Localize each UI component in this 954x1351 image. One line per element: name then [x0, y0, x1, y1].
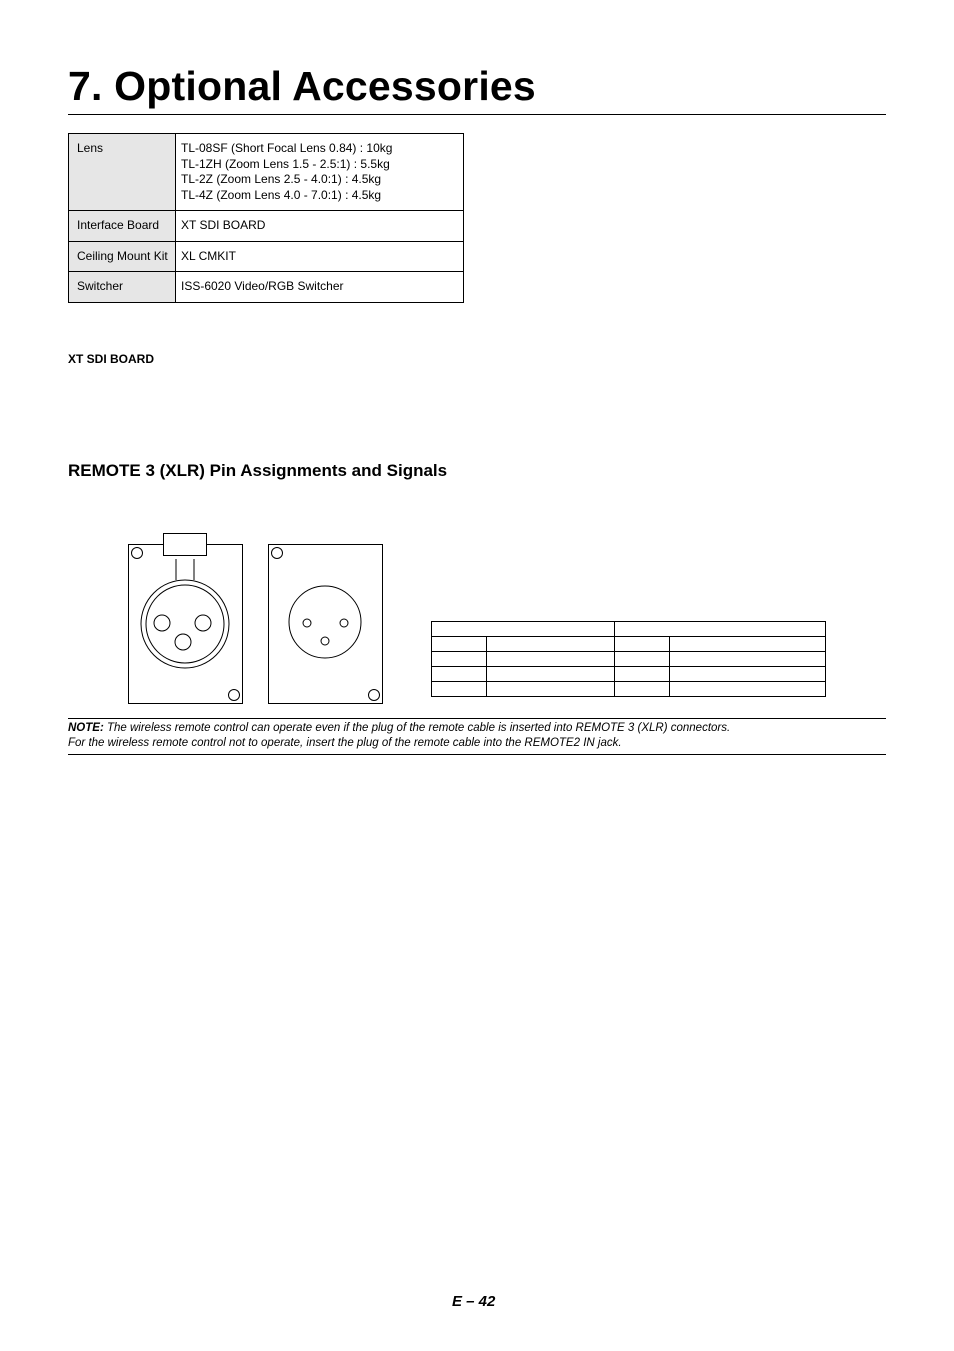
lens-item: TL-4Z (Zoom Lens 4.0 - 7.0:1) : 4.5kg — [181, 187, 382, 202]
lens-item: TL-1ZH (Zoom Lens 1.5 - 2.5:1) : 5.5kg — [181, 156, 390, 171]
page-number: E – 42 — [452, 1293, 496, 1310]
row-label-ceiling-mount-kit: Ceiling Mount Kit — [69, 241, 176, 272]
table-cell — [670, 637, 826, 652]
xt-sdi-heading: XT SDI BOARD — [68, 352, 155, 366]
table-row — [69, 241, 464, 272]
female-xlr-connector — [129, 534, 243, 704]
table-cell — [487, 652, 615, 667]
male-xlr-connector — [269, 545, 383, 704]
table-cell — [487, 667, 615, 682]
table-row — [432, 667, 826, 682]
lens-item: TL-2Z (Zoom Lens 2.5 - 4.0:1) : 4.5kg — [181, 172, 382, 186]
row-label-lens: Lens — [69, 134, 176, 211]
row-label-switcher: Switcher — [69, 272, 176, 303]
page-title: 7. Optional Accessories — [68, 63, 536, 109]
table-row — [432, 652, 826, 667]
table-cell — [615, 682, 670, 697]
remote-section-title: REMOTE 3 (XLR) Pin Assignments and Signals — [68, 461, 448, 480]
row-label-interface-board: Interface Board — [69, 211, 176, 242]
note-line-2: For the wireless remote control not to operate, insert the plug of the remote cable into the REMOTE2 IN jack. — [68, 737, 622, 749]
table-cell — [615, 622, 826, 637]
table-row — [69, 134, 464, 211]
row-value-ceiling-mount-kit: XL CMKIT — [176, 241, 464, 272]
table-cell — [670, 667, 826, 682]
table-row — [432, 682, 826, 697]
table-cell — [615, 637, 670, 652]
table-cell — [670, 652, 826, 667]
table-cell — [432, 682, 487, 697]
table-row — [69, 211, 464, 242]
table-cell — [615, 652, 670, 667]
table-row — [432, 637, 826, 652]
row-value-interface-board: XT SDI BOARD — [176, 211, 464, 242]
lens-item: TL-08SF (Short Focal Lens 0.84) : 10kg — [181, 141, 393, 155]
table-cell — [432, 667, 487, 682]
table-row — [432, 622, 826, 637]
table-cell — [615, 667, 670, 682]
xlr-connector-diagram — [120, 525, 390, 710]
title-rule — [68, 114, 886, 115]
accessories-table — [68, 133, 464, 303]
table-cell — [432, 622, 615, 637]
note-line-1: The wireless remote control can operate even if the plug of the remote cable is inserted into REMOTE 3 (XLR) connectors. — [103, 722, 731, 734]
table-cell — [432, 652, 487, 667]
pin-assignment-table — [431, 621, 826, 697]
row-value-switcher: ISS-6020 Video/RGB Switcher — [176, 272, 464, 303]
note-label: NOTE: — [68, 722, 104, 734]
table-row — [69, 272, 464, 303]
table-cell — [670, 682, 826, 697]
row-value-lens — [176, 134, 464, 211]
note-box — [68, 718, 886, 755]
table-cell — [487, 682, 615, 697]
table-cell — [432, 637, 487, 652]
table-cell — [487, 637, 615, 652]
